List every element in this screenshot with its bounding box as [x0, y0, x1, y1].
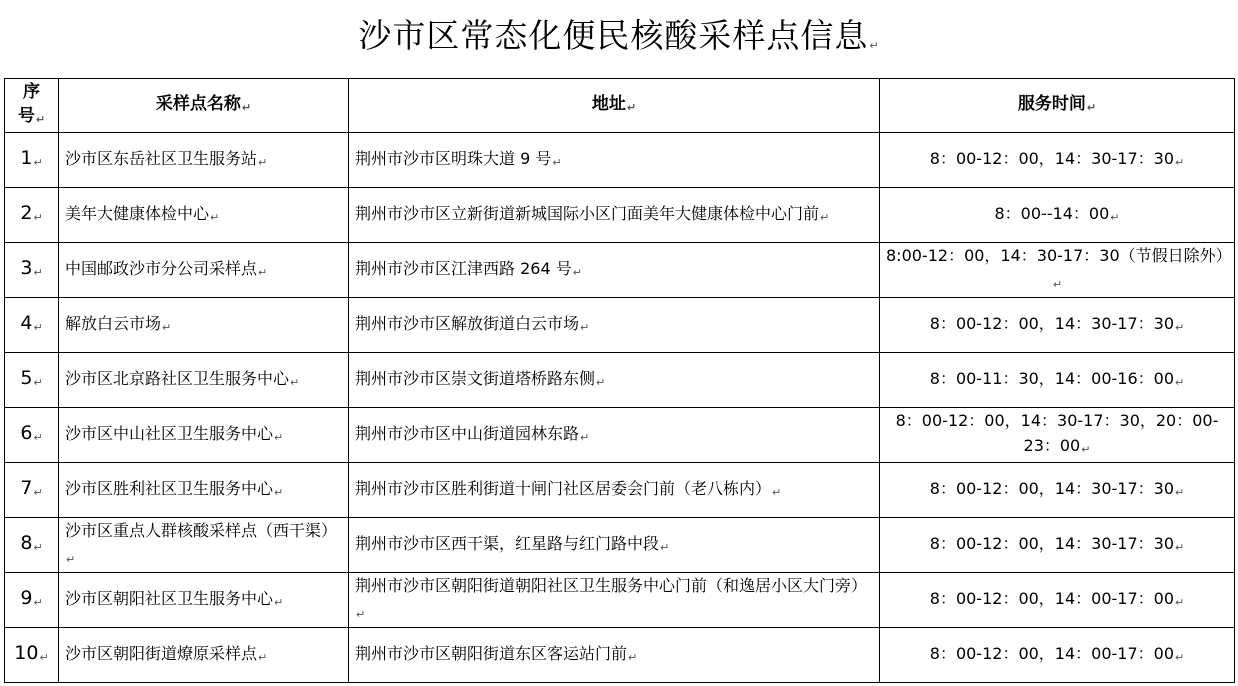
cell-address-text: 荆州市沙市区朝阳街道朝阳社区卫生服务中心门前（和逸居小区大门旁） — [355, 576, 868, 595]
paragraph-mark-icon: ↵ — [33, 595, 43, 609]
paragraph-mark-icon: ↵ — [1175, 155, 1185, 169]
cell-address — [349, 463, 880, 518]
cell-name — [59, 243, 349, 298]
cell-time — [880, 353, 1235, 408]
paragraph-mark-icon: ↵ — [596, 375, 606, 389]
cell-address — [349, 298, 880, 353]
paragraph-mark-icon: ↵ — [1086, 100, 1097, 114]
table-row — [5, 243, 1235, 298]
paragraph-mark-icon: ↵ — [33, 540, 43, 554]
cell-address-text: 荆州市沙市区立新街道新城国际小区门面美年大健康体检中心门前 — [355, 203, 820, 223]
cell-address-text: 荆州市沙市区胜利街道十闸门社区居委会门前（老八栋内） — [355, 478, 772, 498]
paragraph-mark-icon: ↵ — [241, 100, 252, 114]
cell-time-text: 8：00-12：00，14：30-17：30 — [929, 533, 1175, 553]
paragraph-mark-icon: ↵ — [1081, 443, 1091, 456]
table-row — [5, 353, 1235, 408]
cell-no-text: 4 — [20, 311, 33, 334]
cell-address — [349, 628, 880, 683]
cell-name-text: 沙市区北京路社区卫生服务中心 — [65, 368, 290, 388]
cell-name — [59, 628, 349, 683]
page-title-text: 沙市区常态化便民核酸采样点信息 — [358, 16, 869, 55]
header-time: 服务时间↵ — [880, 79, 1235, 133]
cell-address — [349, 408, 880, 463]
cell-no-text: 7 — [20, 476, 33, 499]
cell-time-text: 8：00-12：00，14：30-17：30 — [929, 148, 1175, 168]
paragraph-mark-icon: ↵ — [1110, 210, 1120, 224]
cell-time-text: 8:00-12：00，14：30-17：30（节假日除外） — [886, 246, 1232, 265]
cell-address — [349, 243, 880, 298]
cell-no-text: 2 — [20, 201, 33, 224]
table-row — [5, 408, 1235, 463]
header-address: 地址↵ — [349, 79, 880, 133]
cell-name-text: 沙市区重点人群核酸采样点（西干渠） — [65, 521, 338, 540]
cell-name-text: 解放白云市场 — [65, 313, 162, 333]
cell-address-text: 荆州市沙市区江津西路 264 号 — [355, 258, 572, 278]
paragraph-mark-icon: ↵ — [35, 112, 46, 126]
cell-no — [5, 188, 59, 243]
cell-time — [880, 243, 1235, 298]
header-no-line1: 序 — [23, 81, 40, 102]
cell-name — [59, 298, 349, 353]
cell-time — [880, 408, 1235, 463]
paragraph-mark-icon: ↵ — [1175, 650, 1185, 664]
paragraph-mark-icon: ↵ — [33, 155, 43, 169]
paragraph-mark-icon: ↵ — [290, 375, 300, 389]
paragraph-mark-icon: ↵ — [66, 553, 76, 566]
table-row — [5, 298, 1235, 353]
table-row — [5, 573, 1235, 628]
cell-time — [880, 298, 1235, 353]
paragraph-mark-icon: ↵ — [660, 540, 670, 554]
paragraph-mark-icon: ↵ — [356, 608, 366, 621]
paragraph-mark-icon: ↵ — [552, 155, 562, 169]
cell-name-text: 沙市区中山社区卫生服务中心 — [65, 423, 274, 443]
cell-time — [880, 133, 1235, 188]
cell-address — [349, 353, 880, 408]
cell-address-text: 荆州市沙市区西干渠，红星路与红门路中段 — [355, 533, 660, 553]
cell-no-text: 6 — [20, 421, 33, 444]
cell-name-text: 中国邮政沙市分公司采样点 — [65, 258, 258, 278]
cell-no-text: 8 — [20, 531, 33, 554]
cell-no — [5, 408, 59, 463]
paragraph-mark-icon: ↵ — [1175, 485, 1185, 499]
paragraph-mark-icon: ↵ — [274, 595, 284, 609]
cell-name — [59, 518, 349, 573]
paragraph-mark-icon: ↵ — [33, 485, 43, 499]
paragraph-mark-icon: ↵ — [33, 430, 43, 444]
paragraph-mark-icon: ↵ — [1052, 278, 1063, 291]
cell-no — [5, 353, 59, 408]
paragraph-mark-icon: ↵ — [33, 210, 43, 224]
cell-no — [5, 298, 59, 353]
paragraph-mark-icon: ↵ — [820, 210, 830, 224]
paragraph-mark-icon: ↵ — [1175, 540, 1185, 554]
cell-name-text: 沙市区胜利社区卫生服务中心 — [65, 478, 274, 498]
paragraph-mark-icon: ↵ — [1175, 375, 1185, 389]
cell-name — [59, 133, 349, 188]
header-name: 采样点名称↵ — [59, 79, 349, 133]
paragraph-mark-icon: ↵ — [572, 265, 582, 279]
cell-no-text: 5 — [20, 366, 33, 389]
cell-time-text: 8：00-12：00，14：30-17：30 — [929, 478, 1175, 498]
cell-name-text: 沙市区朝阳社区卫生服务中心 — [65, 588, 274, 608]
cell-no — [5, 518, 59, 573]
paragraph-mark-icon: ↵ — [33, 320, 43, 334]
paragraph-mark-icon: ↵ — [33, 375, 43, 389]
paragraph-mark-icon: ↵ — [210, 210, 220, 224]
header-no — [5, 79, 59, 133]
cell-no — [5, 243, 59, 298]
paragraph-mark-icon: ↵ — [258, 265, 268, 279]
cell-no — [5, 463, 59, 518]
cell-time-text: 8：00-12：00，14：30-17：30，20：00-23：00 — [895, 411, 1219, 455]
paragraph-mark-icon: ↵ — [274, 430, 284, 444]
cell-address-text: 荆州市沙市区明珠大道 9 号 — [355, 148, 552, 168]
cell-no — [5, 133, 59, 188]
paragraph-mark-icon: ↵ — [1175, 595, 1185, 609]
cell-address — [349, 188, 880, 243]
cell-name-text: 沙市区朝阳街道燎原采样点 — [65, 643, 258, 663]
cell-no-text: 10 — [14, 641, 39, 664]
table-row — [5, 133, 1235, 188]
paragraph-mark-icon: ↵ — [580, 320, 590, 334]
table-row — [5, 188, 1235, 243]
paragraph-mark-icon: ↵ — [162, 320, 172, 334]
table-row — [5, 628, 1235, 683]
table-header-row — [5, 79, 1235, 133]
cell-name — [59, 408, 349, 463]
cell-address — [349, 133, 880, 188]
header-no-line2: 号↵ — [17, 105, 46, 126]
cell-address-text: 荆州市沙市区崇文街道塔桥路东侧 — [355, 368, 596, 388]
page-title — [0, 8, 1238, 64]
sampling-sites-table — [4, 78, 1235, 683]
cell-address-text: 荆州市沙市区中山街道园林东路 — [355, 423, 580, 443]
table-row — [5, 463, 1235, 518]
cell-time — [880, 573, 1235, 628]
cell-name — [59, 463, 349, 518]
cell-time — [880, 463, 1235, 518]
paragraph-mark-icon: ↵ — [580, 430, 590, 444]
cell-name — [59, 353, 349, 408]
cell-address-text: 荆州市沙市区朝阳街道东区客运站门前 — [355, 643, 628, 663]
paragraph-mark-icon: ↵ — [258, 155, 268, 169]
cell-time-text: 8：00-12：00，14：30-17：30 — [929, 313, 1175, 333]
cell-no — [5, 573, 59, 628]
cell-time-text: 8：00-12：00，14：00-17：00 — [929, 643, 1175, 663]
cell-time-text: 8：00-12：00，14：00-17：00 — [929, 588, 1175, 608]
paragraph-mark-icon: ↵ — [869, 39, 880, 52]
cell-no — [5, 628, 59, 683]
paragraph-mark-icon: ↵ — [33, 265, 43, 279]
cell-address — [349, 518, 880, 573]
cell-time — [880, 188, 1235, 243]
paragraph-mark-icon: ↵ — [258, 650, 268, 664]
cell-time-text: 8：00--14：00 — [994, 203, 1110, 223]
cell-address-text: 荆州市沙市区解放街道白云市场 — [355, 313, 580, 333]
cell-name — [59, 188, 349, 243]
cell-no-text: 9 — [20, 586, 33, 609]
cell-name-text: 美年大健康体检中心 — [65, 203, 210, 223]
cell-no-text: 3 — [20, 256, 33, 279]
cell-no-text: 1 — [20, 146, 33, 169]
cell-name-text: 沙市区东岳社区卫生服务站 — [65, 148, 258, 168]
cell-time — [880, 518, 1235, 573]
cell-time-text: 8：00-11：30，14：00-16：00 — [929, 368, 1175, 388]
cell-time — [880, 628, 1235, 683]
table-row — [5, 518, 1235, 573]
cell-name — [59, 573, 349, 628]
paragraph-mark-icon: ↵ — [1175, 320, 1185, 334]
paragraph-mark-icon: ↵ — [628, 650, 638, 664]
cell-address — [349, 573, 880, 628]
paragraph-mark-icon: ↵ — [626, 100, 637, 114]
paragraph-mark-icon: ↵ — [274, 485, 284, 499]
paragraph-mark-icon: ↵ — [772, 485, 782, 499]
paragraph-mark-icon: ↵ — [39, 650, 49, 664]
